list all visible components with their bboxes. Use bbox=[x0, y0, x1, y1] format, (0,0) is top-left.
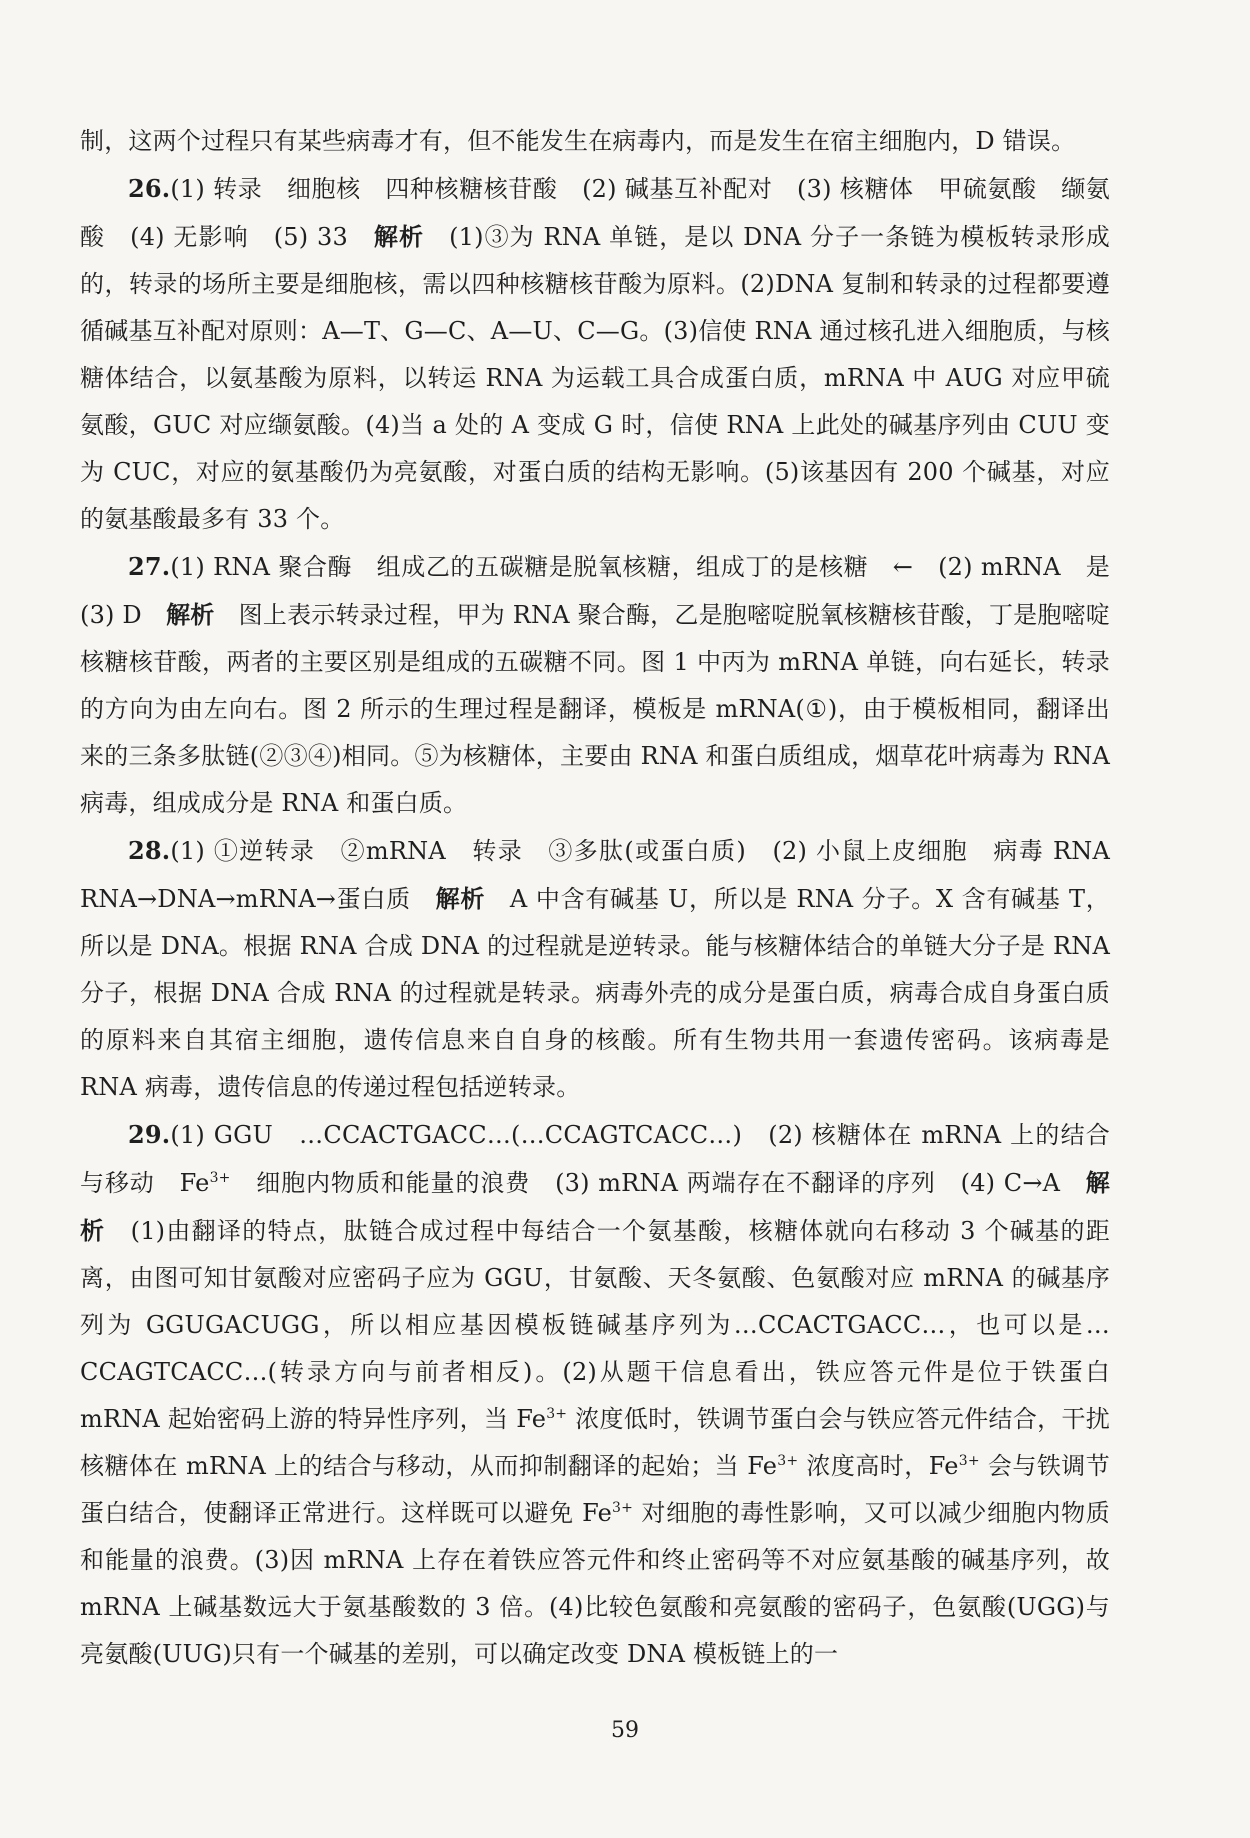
q26-answer: (1) 转录 细胞核 四种核糖核苷酸 (2) 碱基互补配对 (3) 核糖体 甲硫氨酸 缬氨酸 (4) 无影响 (5) 33 bbox=[80, 175, 1110, 251]
q29-analysis-part3: 浓度高时，Fe bbox=[798, 1452, 959, 1480]
superscript: 3+ bbox=[209, 1170, 231, 1186]
q29-answer-part2: 细胞内物质和能量的浪费 (3) mRNA 两端存在不翻译的序列 (4) C→A bbox=[230, 1169, 1086, 1197]
q29-analysis-part1: (1)由翻译的特点，肽链合成过程中每结合一个氨基酸，核糖体就向右移动 3 个碱基的距离，由图可知甘氨酸对应密码子应为 GGU，甘氨酸、天冬氨酸、色氨酸对应 mRNA 的碱基序列为 GGUGACUGG，所以相应基因模板链碱基序列为…CCACTGACC…，也可以是…CCAGTCACC…(转录方向与前者相反)。(2)从题干信息看出，铁应答元件是位于铁蛋白 mRNA 起始密码上游的特异性序列，当 Fe bbox=[80, 1217, 1111, 1433]
q28-number: 28. bbox=[128, 836, 171, 865]
q29-number: 29. bbox=[128, 1120, 171, 1149]
q29-analysis-part2: 浓度低时，铁调节蛋白会与铁应答元件结合，干扰核糖体在 mRNA 上的结合与移动，从而抑制翻译的起始；当 Fe bbox=[80, 1405, 1110, 1480]
page-number: 59 bbox=[611, 1718, 639, 1743]
q26-block bbox=[80, 165, 1110, 543]
q28-analysis-label: 解析 bbox=[435, 884, 486, 913]
q29-analysis-part4: 会与铁调节蛋白结合，使翻译正常进行。这样既可以避免 Fe bbox=[80, 1452, 1110, 1527]
q29-block bbox=[80, 1111, 1110, 1678]
q25-tail: 制，这两个过程只有某些病毒才有，但不能发生在病毒内，而是发生在宿主细胞内，D 错误。 bbox=[80, 127, 1076, 155]
q26-number: 26. bbox=[128, 174, 171, 203]
q29-answer-part1: (1) GGU …CCACTGACC…(…CCAGTCACC…) (2) 核糖体在 mRNA 上的结合与移动 Fe bbox=[80, 1121, 1110, 1197]
q27-block bbox=[80, 543, 1135, 827]
q29-analysis-part5: 对细胞的毒性影响，又可以减少细胞内物质和能量的浪费。(3)因 mRNA 上存在着铁应答元件和终止密码等不对应氨基酸的碱基序列，故 mRNA 上碱基数远大于氨基酸数的 3 倍。(4)比较色氨酸和亮氨酸的密码子，色氨酸(UGG)与亮氨酸(UUG)只有一个碱基的差别，可以确定改变 DNA 模板链上的一 bbox=[80, 1499, 1110, 1668]
q27-answer: (1) RNA 聚合酶 组成乙的五碳糖是脱氧核糖，组成丁的是核糖 ← (2) mRNA 是 (3) D bbox=[80, 553, 1135, 629]
superscript: 3+ bbox=[612, 1500, 634, 1516]
superscript: 3+ bbox=[777, 1453, 799, 1469]
superscript: 3+ bbox=[546, 1406, 568, 1422]
q28-block bbox=[80, 827, 1135, 1111]
q29-analysis-label: 解析 bbox=[80, 1168, 1110, 1245]
q28-answer: (1) ①逆转录 ②mRNA 转录 ③多肽(或蛋白质) (2) 小鼠上皮细胞 病毒 RNA RNA→DNA→mRNA→蛋白质 bbox=[80, 837, 1135, 913]
q28-analysis: A 中含有碱基 U，所以是 RNA 分子。X 含有碱基 T，所以是 DNA。根据 RNA 合成 DNA 的过程就是逆转录。能与核糖体结合的单链大分子是 RNA 分子，根据 DNA 合成 RNA 的过程就是转录。病毒外壳的成分是蛋白质，病毒合成自身蛋白质的原料来自其宿主细胞，遗传信息来自自身的核酸。所有生物共用一套遗传密码。该病毒是 RNA 病毒，遗传信息的传递过程包括逆转录。 bbox=[80, 885, 1111, 1101]
q26-analysis: (1)③为 RNA 单链，是以 DNA 分子一条链为模板转录形成的，转录的场所主要是细胞核，需以四种核糖核苷酸为原料。(2)DNA 复制和转录的过程都要遵循碱基互补配对原则：A—T、G—C、A—U、C—G。(3)信使 RNA 通过核孔进入细胞质，与核糖体结合，以氨基酸为原料，以转运 RNA 为运载工具合成蛋白质，mRNA 中 AUG 对应甲硫氨酸，GUC 对应缬氨酸。(4)当 a 处的 A 变成 G 时，信使 RNA 上此处的碱基序列由 CUU 变为 CUC，对应的氨基酸仍为亮氨酸，对蛋白质的结构无影响。(5)该基因有 200 个碱基，对应的氨基酸最多有 33 个。 bbox=[80, 223, 1110, 533]
superscript: 3+ bbox=[958, 1453, 980, 1469]
q27-analysis-label: 解析 bbox=[166, 600, 215, 629]
answer-page bbox=[80, 118, 1135, 1678]
q27-number: 27. bbox=[128, 552, 171, 581]
q26-analysis-label: 解析 bbox=[373, 222, 425, 251]
q27-analysis: 图上表示转录过程，甲为 RNA 聚合酶，乙是胞嘧啶脱氧核糖核苷酸，丁是胞嘧啶核糖核苷酸，两者的主要区别是组成的五碳糖不同。图 1 中丙为 mRNA 单链，向右延长，转录的方向为由左向右。图 2 所示的生理过程是翻译，模板是 mRNA(①)，由于模板相同，翻译出来的三条多肽链(②③④)相同。⑤为核糖体，主要由 RNA 和蛋白质组成，烟草花叶病毒为 RNA 病毒，组成成分是 RNA 和蛋白质。 bbox=[80, 601, 1110, 817]
